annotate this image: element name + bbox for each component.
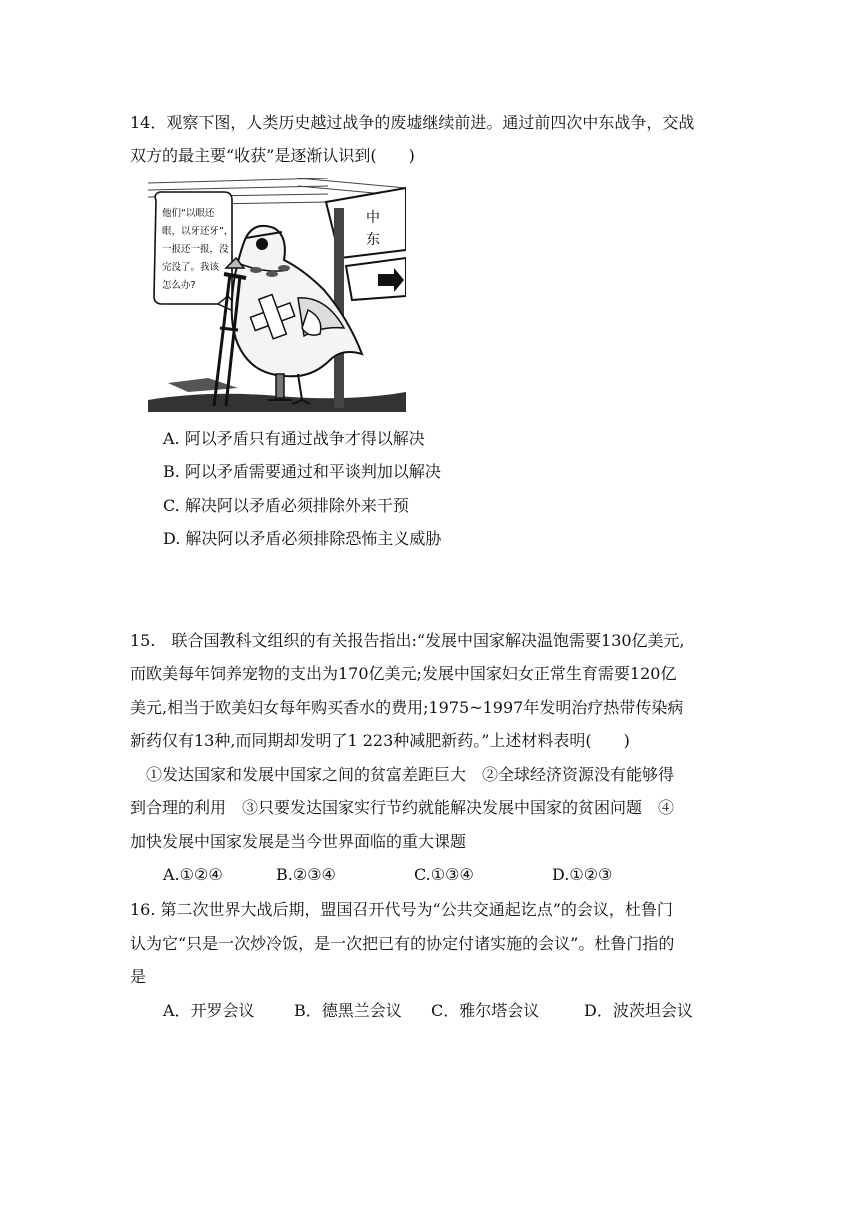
cartoon-image <box>148 178 406 412</box>
q14-option-d: D. 解决阿以矛盾必须排除恐怖主义威胁 <box>163 529 442 548</box>
q15-option-c: C.①③④ <box>414 865 474 884</box>
q15-line7: 加快发展中国家发展是当今世界面临的重大课题 <box>130 832 467 851</box>
q14-option-c: C. 解决阿以矛盾必须排除外来干预 <box>163 496 409 515</box>
speech-line-5: 怎么办? <box>162 280 196 291</box>
q15-line2: 而欧美每年饲养宠物的支出为170亿美元;发展中国家妇女正常生育需要120亿 <box>130 664 677 683</box>
q15-line1: 15. 联合国教科文组织的有关报告指出:“发展中国家解决温饱需要130亿美元, <box>130 631 685 650</box>
speech-line-1: 他们“以眼还 <box>162 208 215 219</box>
q16-option-c: C．雅尔塔会议 <box>431 1001 540 1020</box>
q14-option-b: B. 阿以矛盾需要通过和平谈判加以解决 <box>163 462 441 481</box>
q15-option-d: D.①②③ <box>552 865 613 884</box>
q16-line1: 16. 第二次世界大战后期，盟国召开代号为“公共交通起讫点”的会议，杜鲁门 <box>130 900 673 919</box>
speech-line-3: 一报还一报，没 <box>162 244 229 255</box>
q15-line3: 美元,相当于欧美妇女每年购买香水的费用;1975~1997年发明治疗热带传染病 <box>130 698 684 717</box>
speech-line-2: 眼，以牙还牙”， <box>162 226 234 237</box>
sign-text-2: 东 <box>366 232 380 248</box>
q14-stem-line1: 14．观察下图，人类历史越过战争的废墟继续前进。通过前四次中东战争，交战 <box>130 113 695 132</box>
q14-stem-line2: 双方的最主要“收获”是逐渐认识到( ) <box>130 146 415 165</box>
q15-line6: 到合理的利用 ③只要发达国家实行节约就能解决发展中国家的贫困问题 ④ <box>130 798 675 817</box>
q15-option-b: B.②③④ <box>276 865 336 884</box>
q15-option-a: A.①②④ <box>163 865 223 884</box>
q15-line4: 新药仅有13种,而同期却发明了1 223种减肥新药。”上述材料表明( ) <box>130 731 630 750</box>
q16-option-a: A．开罗会议 <box>163 1001 255 1020</box>
q15-line5: ①发达国家和发展中国家之间的贫富差距巨大 ②全球经济资源没有能够得 <box>146 765 675 784</box>
q16-line2: 认为它“只是一次炒冷饭，是一次把已有的协定付诸实施的会议”。杜鲁门指的 <box>130 934 675 953</box>
q16-line3: 是 <box>130 967 147 986</box>
sign-text-1: 中 <box>366 210 380 226</box>
q16-option-d: D．波茨坦会议 <box>584 1001 693 1020</box>
speech-line-4: 完没了。我该 <box>162 262 220 273</box>
q16-option-b: B．德黑兰会议 <box>294 1001 402 1020</box>
q14-option-a: A. 阿以矛盾只有通过战争才得以解决 <box>163 429 425 448</box>
